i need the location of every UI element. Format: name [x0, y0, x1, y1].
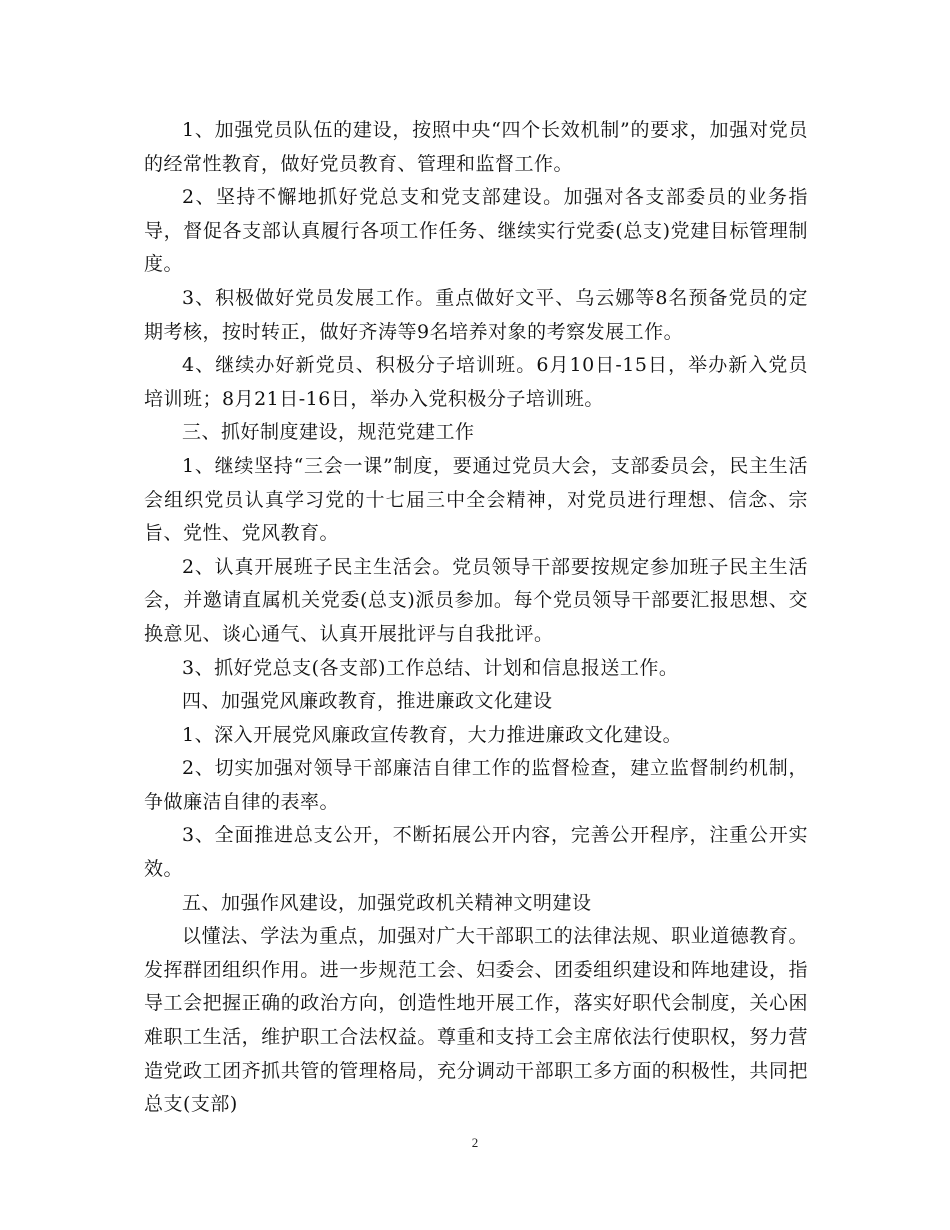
paragraph-7: 3、抓好党总支(各支部)工作总结、计划和信息报送工作。 — [182, 656, 679, 679]
paragraph-1: 1、加强党员队伍的建设，按照中央“四个长效机制”的要求，加强对党员的经常性教育，做好党员教育、管理和监督工作。 — [144, 119, 808, 175]
paragraph-9: 2、切实加强对领导干部廉洁自律工作的监督检查，建立监督制约机制，争做廉洁自律的表率。 — [144, 757, 808, 813]
paragraph-11: 以懂法、学法为重点，加强对广大干部职工的法律法规、职业道德教育。发挥群团组织作用。进一步规范工会、妇委会、团委组织建设和阵地建设，指导工会把握正确的政治方向，创造性地开展工作，落实好职代会制度，关心困难职工生活，维护职工合法权益。尊重和支持工会主席依法行使职权，努力营造党政工团齐抓共管的管理格局，充分调动干部职工多方面的积极性，共同把总支(支部) — [144, 925, 808, 1116]
document-body — [144, 114, 808, 1122]
paragraph-10: 3、全面推进总支公开，不断拓展公开内容，完善公开程序，注重公开实效。 — [144, 824, 808, 881]
section-heading-3: 三、抓好制度建设，规范党建工作 — [182, 421, 475, 444]
paragraph-2: 2、坚持不懈地抓好党总支和党支部建设。加强对各支部委员的业务指导，督促各支部认真履行各项工作任务、继续实行党委(总支)党建目标管理制度。 — [144, 186, 808, 276]
section-heading-4: 四、加强党风廉政教育，推进廉政文化建设 — [182, 690, 553, 713]
paragraph-3: 3、积极做好党员发展工作。重点做好文平、乌云娜等8名预备党员的定期考核，按时转正，做好齐涛等9名培养对象的考察发展工作。 — [144, 286, 808, 343]
page-number: 2 — [471, 1135, 479, 1150]
paragraph-8: 1、深入开展党风廉政宣传教育，大力推进廉政文化建设。 — [182, 723, 683, 746]
paragraph-5: 1、继续坚持“三会一课”制度，要通过党员大会，支部委员会，民主生活会组织党员认真学习党的十七届三中全会精神，对党员进行理想、信念、宗旨、党性、党风教育。 — [144, 454, 808, 545]
paragraph-4: 4、继续办好新党员、积极分子培训班。6月10日-15日，举办新入党员培训班；8月21日-16日，举办入党积极分子培训班。 — [144, 354, 808, 410]
section-heading-5: 五、加强作风建设，加强党政机关精神文明建设 — [182, 891, 592, 914]
paragraph-6: 2、认真开展班子民主生活会。党员领导干部要按规定参加班子民主生活会，并邀请直属机关党委(总支)派员参加。每个党员领导干部要汇报思想、交换意见、谈心通气、认真开展批评与自我批评。 — [144, 555, 808, 645]
